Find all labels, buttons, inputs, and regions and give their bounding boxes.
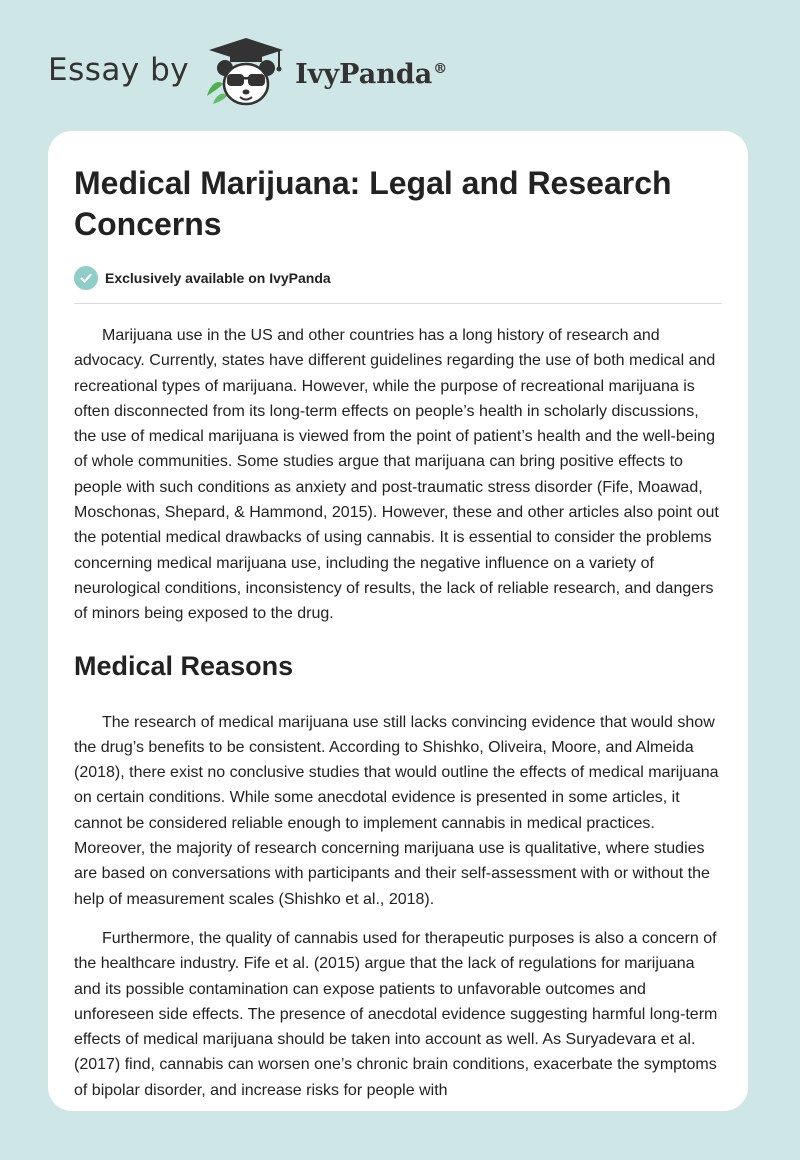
body-paragraph: The research of medical marijuana use still lacks convincing evidence that would show the drug’s benefits to be consistent. According to Shishko, Oliveira, Moore, and Almeida (2018), there exist no conclusive studies that would outline the effects of medical marijuana on certain conditions. While some anecdotal evidence is presented in some articles, it cannot be considered reliable enough to implement cannabis in medical practices. Moreover, the majority of research concerning marijuana use is qualitative, where studies are based on conversations with participants and their self-assessment with or without the help of measurement scales (Shishko et al., 2018). [74,713,719,908]
essay-card [48,131,748,1111]
check-icon [74,266,98,290]
brand-name: IvyPanda® [295,58,448,90]
page-title: Medical Marijuana: Legal and Research Concerns [74,165,672,242]
brand-prefix: Essay by [48,52,190,88]
intro-paragraph: Marijuana use in the US and other countries has a long history of research and advocacy. Currently, states have different guidelines regarding the use of both medical and recreational types of marijuana. However, while the purpose of recreational marijuana is often disconnected from its long-term effects on people’s health in scholarly discussions, the use of medical marijuana is viewed from the point of patient’s health and the well-being of whole communities. Some studies argue that marijuana can bring positive effects to people with such conditions as anxiety and post-traumatic stress disorder (Fife, Moawad, Moschonas, Shepard, & Hammond, 2015). However, these and other articles also point out the potential medical drawbacks of using cannabis. It is essential to consider the problems concerning medical marijuana use, including the negative influence on a variety of neurological conditions, inconsistency of results, the lack of reliable research, and dangers of minors being exposed to the drug. [74,327,719,623]
brand-header[interactable] [48,36,447,108]
body-paragraph: Furthermore, the quality of cannabis used for therapeutic purposes is also a concern of the healthcare industry. Fife et al. (2015) argue that the lack of regulations for marijuana and its possible contamination can expose patients to unfavorable outcomes and unforeseen side effects. The presence of anecdotal evidence suggesting harmful long-term effects of medical marijuana should be taken into account as well. As Suryadevara et al. (2017) find, cannabis can worsen one’s chronic brain conditions, exacerbate the symptoms of bipolar disorder, and increase risks for people with [74,929,718,1099]
exclusive-badge [74,266,722,304]
panda-logo-icon [203,36,289,108]
exclusive-label: Exclusively available on IvyPanda [105,270,331,286]
section-heading: Medical Reasons [74,650,294,681]
